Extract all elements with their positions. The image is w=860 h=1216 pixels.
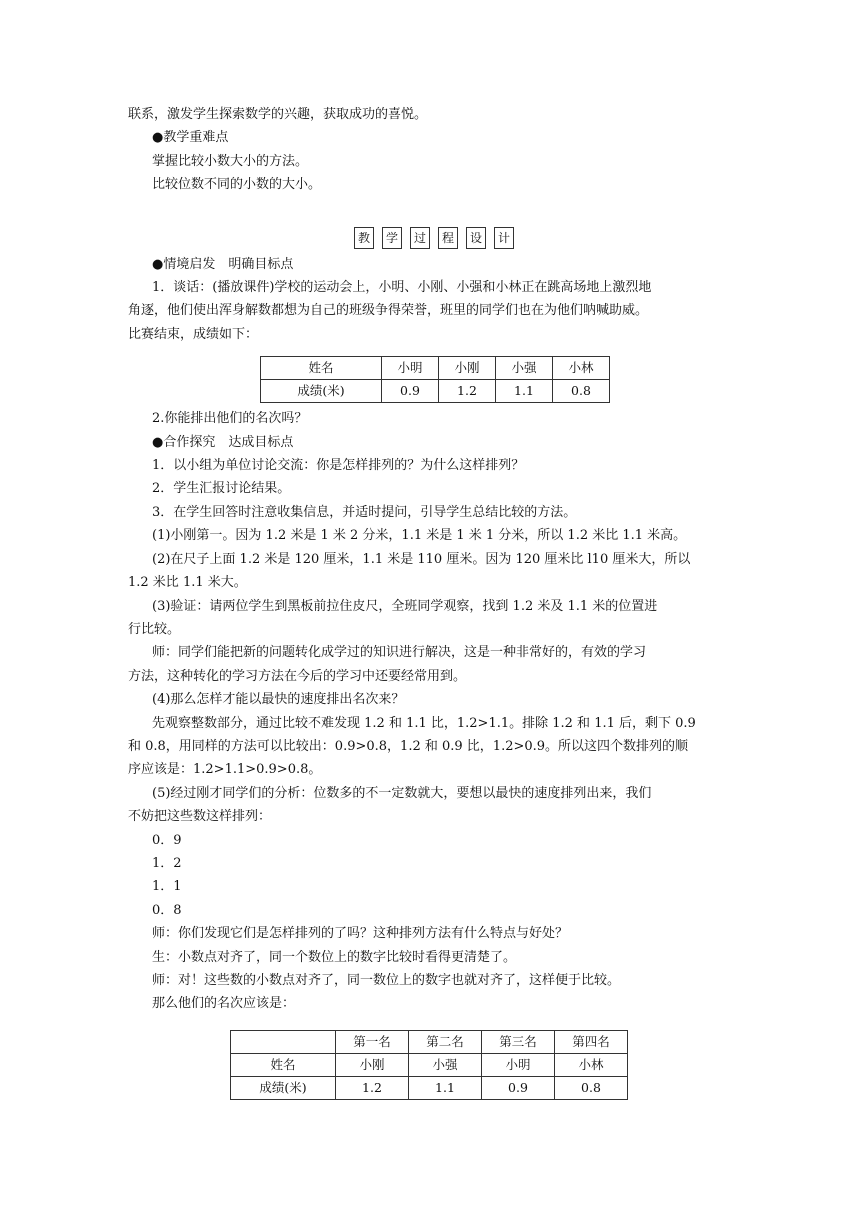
- table-cell: 1.2: [439, 380, 496, 403]
- paragraph-line: (5)经过刚才同学们的分析：位数多的不一定数就大，要想以最快的速度排列出来，我们: [152, 785, 652, 801]
- table-row: [261, 380, 610, 403]
- table-cell: 0.9: [482, 1076, 555, 1099]
- key-point-1: 掌握比较小数大小的方法。: [152, 153, 309, 169]
- paragraph-line: 师：对！这些数的小数点对齐了，同一数位上的数字也就对齐了，这样便于比较。: [152, 973, 621, 988]
- table-row: [231, 1076, 628, 1099]
- results-table: [260, 356, 610, 403]
- number-item: 0．8: [152, 902, 182, 918]
- paragraph-line: 方法，这种转化的学习方法在今后的学习中还要经常用到。: [128, 668, 467, 684]
- table-cell: 小林: [555, 1053, 628, 1076]
- banner-char: 教: [354, 227, 374, 249]
- paragraph-line: 那么他们的名次应该是：: [152, 996, 296, 1012]
- table-row: [261, 357, 610, 380]
- table-cell: 小刚: [439, 357, 496, 380]
- table-cell: 第三名: [482, 1030, 555, 1053]
- table-cell: 0.8: [555, 1076, 628, 1099]
- paragraph-line: (4)那么怎样才能以最快的速度排出名次来？: [152, 692, 405, 708]
- paragraph-line: 不妨把这些数这样排列：: [128, 809, 272, 825]
- paragraph-line: (2)在尺子上面 1.2 米是 120 厘米，1.1 米是 110 厘米。因为 120 厘米比 l10 厘米大，所以: [152, 551, 691, 567]
- paragraph-line: 比赛结束，成绩如下：: [128, 326, 259, 342]
- table-cell: 1.1: [496, 380, 553, 403]
- table-cell: 小刚: [336, 1053, 409, 1076]
- section-heading-context: ●情境启发 明确目标点: [152, 256, 294, 272]
- banner-char: 计: [494, 227, 514, 249]
- intro-line: 联系，激发学生探索数学的兴趣，获取成功的喜悦。: [128, 107, 428, 122]
- ranking-table: [230, 1030, 628, 1100]
- table-cell: 第四名: [555, 1030, 628, 1053]
- table-cell: 小强: [409, 1053, 482, 1076]
- table-cell: 小强: [496, 357, 553, 380]
- key-point-2: 比较位数不同的小数的大小。: [152, 177, 322, 193]
- document-page: [128, 103, 740, 1104]
- table-cell: 第二名: [409, 1030, 482, 1053]
- question-line: 2.你能排出他们的名次吗？: [152, 411, 308, 427]
- table-cell: 小林: [553, 357, 610, 380]
- banner-char: 设: [466, 227, 486, 249]
- table-cell: 0.9: [382, 380, 439, 403]
- paragraph-line: 序应该是：1.2>1.1>0.9>0.8。: [128, 762, 322, 778]
- table-row: [231, 1053, 628, 1076]
- paragraph-line: 2．学生汇报讨论结果。: [152, 481, 291, 497]
- table-cell: 姓名: [261, 357, 382, 380]
- paragraph-line: 1.2 米比 1.1 米大。: [128, 575, 247, 591]
- banner-char: 学: [382, 227, 402, 249]
- table-cell: 成绩(米): [231, 1076, 336, 1099]
- paragraph-line: (3)验证：请两位学生到黑板前拉住皮尺，全班同学观察，找到 1.2 米及 1.1 米的位置进: [152, 598, 658, 614]
- number-item: 0．9: [152, 832, 182, 848]
- table-cell: 第一名: [336, 1030, 409, 1053]
- paragraph-line: 3．在学生回答时注意收集信息，并适时提问，引导学生总结比较的方法。: [152, 504, 577, 520]
- paragraph-line: 和 0.8，用同样的方法可以比较出：0.9>0.8，1.2 和 0.9 比，1.2>0.9。所以这四个数排列的顺: [128, 738, 689, 754]
- section-heading-explore: ●合作探究 达成目标点: [152, 434, 294, 450]
- table-cell: 小明: [382, 357, 439, 380]
- table-cell: 1.1: [409, 1076, 482, 1099]
- paragraph-line: 行比较。: [128, 621, 181, 637]
- banner-char: 过: [410, 227, 430, 249]
- paragraph-line: 角逐，他们使出浑身解数都想为自己的班级争得荣誉，班里的同学们也在为他们呐喊助威。: [128, 303, 649, 319]
- paragraph-line: 师：你们发现它们是怎样排列的了吗？这种排列方法有什么特点与好处？: [152, 926, 569, 942]
- paragraph-line: 生：小数点对齐了，同一个数位上的数字比较时看得更清楚了。: [152, 949, 517, 965]
- banner-char: 程: [438, 227, 458, 249]
- table-cell: 0.8: [553, 380, 610, 403]
- section-heading-key-points: ●教学重难点: [152, 130, 229, 146]
- table-cell-empty: [231, 1030, 336, 1053]
- table-cell: 姓名: [231, 1053, 336, 1076]
- paragraph-line: 先观察整数部分，通过比较不难发现 1.2 和 1.1 比，1.2>1.1。排除 1.2 和 1.1 后，剩下 0.9: [152, 715, 696, 731]
- table-cell: 成绩(米): [261, 380, 382, 403]
- paragraph-line: (1)小刚第一。因为 1.2 米是 1 米 2 分米，1.1 米是 1 米 1 分米，所以 1.2 米比 1.1 米高。: [152, 528, 687, 544]
- paragraph-line: 1．以小组为单位讨论交流：你是怎样排列的？为什么这样排列？: [152, 458, 525, 474]
- table-cell: 小明: [482, 1053, 555, 1076]
- number-item: 1．1: [152, 879, 182, 895]
- table-cell: 1.2: [336, 1076, 409, 1099]
- number-item: 1．2: [152, 855, 182, 871]
- paragraph-line: 师：同学们能把新的问题转化成学过的知识进行解决，这是一种非常好的，有效的学习: [152, 645, 647, 661]
- teaching-process-banner: [128, 227, 740, 249]
- table-row: [231, 1030, 628, 1053]
- paragraph-line: 1．谈话：(播放课件)学校的运动会上，小明、小刚、小强和小林正在跳高场地上激烈地: [152, 280, 652, 296]
